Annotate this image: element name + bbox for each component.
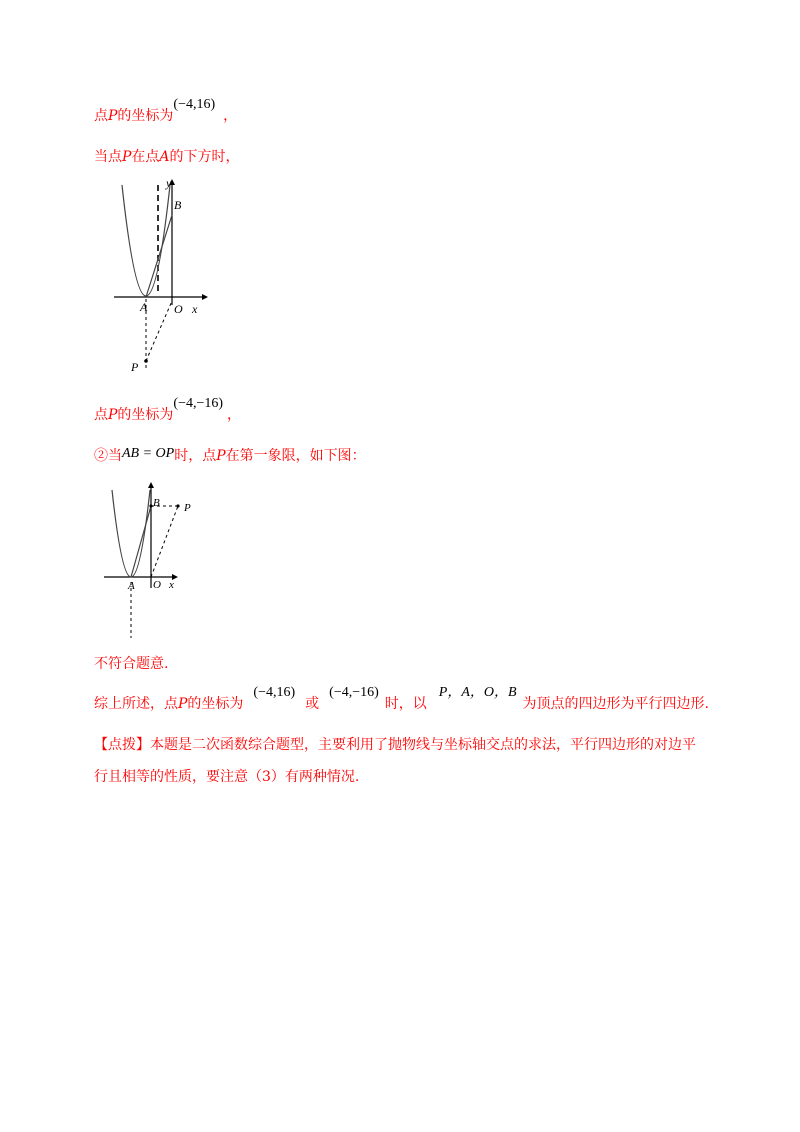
label-a: A — [128, 580, 135, 592]
text: 的坐标为 — [117, 407, 174, 423]
text: 时，点 — [174, 448, 217, 464]
text: ， — [227, 407, 242, 423]
line-not-valid — [94, 654, 168, 674]
text: 点 — [94, 407, 108, 423]
text: ， — [223, 108, 238, 124]
text: 点 — [94, 108, 108, 124]
label-o: O — [153, 579, 161, 591]
label-b: B — [153, 497, 160, 509]
label-x-axis: x — [169, 579, 174, 591]
text: 的下方时， — [169, 149, 240, 165]
text: 不符合题意. — [94, 656, 169, 672]
var-p: P — [122, 149, 132, 165]
label-y-axis: y — [166, 176, 172, 190]
line-p-coordinate-2 — [94, 396, 242, 426]
label-o: O — [174, 302, 183, 316]
text: 的坐标为 — [117, 108, 174, 124]
text: 为顶点的四边形为平行四边形. — [522, 696, 709, 712]
tip-text: 行且相等的性质，要注意（3）有两种情况. — [94, 769, 360, 785]
label-a: A — [140, 300, 148, 314]
text: 的坐标为 — [187, 696, 244, 712]
coordinate: (−4,−16) — [173, 396, 224, 411]
var-p: P — [178, 696, 188, 712]
figure-parabola-below — [110, 175, 210, 375]
label-x-axis: x — [192, 302, 198, 316]
line-tip-1 — [94, 735, 696, 755]
var-a: A — [159, 149, 170, 165]
coordinate-2: (−4,−16) — [329, 685, 379, 700]
label-p: P — [184, 502, 191, 514]
line-case-below — [94, 147, 240, 167]
points-list: P，A，O，B — [438, 685, 517, 700]
text: ②当 — [94, 448, 122, 464]
var-p: P — [108, 407, 118, 423]
text: 综上所述，点 — [94, 696, 178, 712]
line-case-two — [94, 446, 366, 467]
var-p: P — [108, 108, 118, 124]
line-conclusion — [94, 685, 709, 715]
text: 在第一象限，如下图： — [225, 448, 366, 464]
line-p-coordinate-1 — [94, 97, 238, 127]
var-p: P — [216, 448, 226, 464]
coordinate: (−4,16) — [173, 97, 216, 112]
tip-text: 【点拨】本题是二次函数综合题型，主要利用了抛物线与坐标轴交点的求法，平行四边形的对边平 — [94, 737, 696, 753]
equation: AB = OP — [122, 446, 175, 461]
label-b: B — [174, 198, 182, 212]
text: 或 — [305, 696, 320, 712]
text: 当点 — [94, 149, 122, 165]
label-p: P — [131, 360, 139, 374]
text: 时，以 — [384, 696, 427, 712]
coordinate-1: (−4,16) — [253, 685, 296, 700]
line-tip-2 — [94, 767, 359, 787]
figure-parabola-first-quadrant — [98, 478, 218, 643]
text: 在点 — [131, 149, 160, 165]
